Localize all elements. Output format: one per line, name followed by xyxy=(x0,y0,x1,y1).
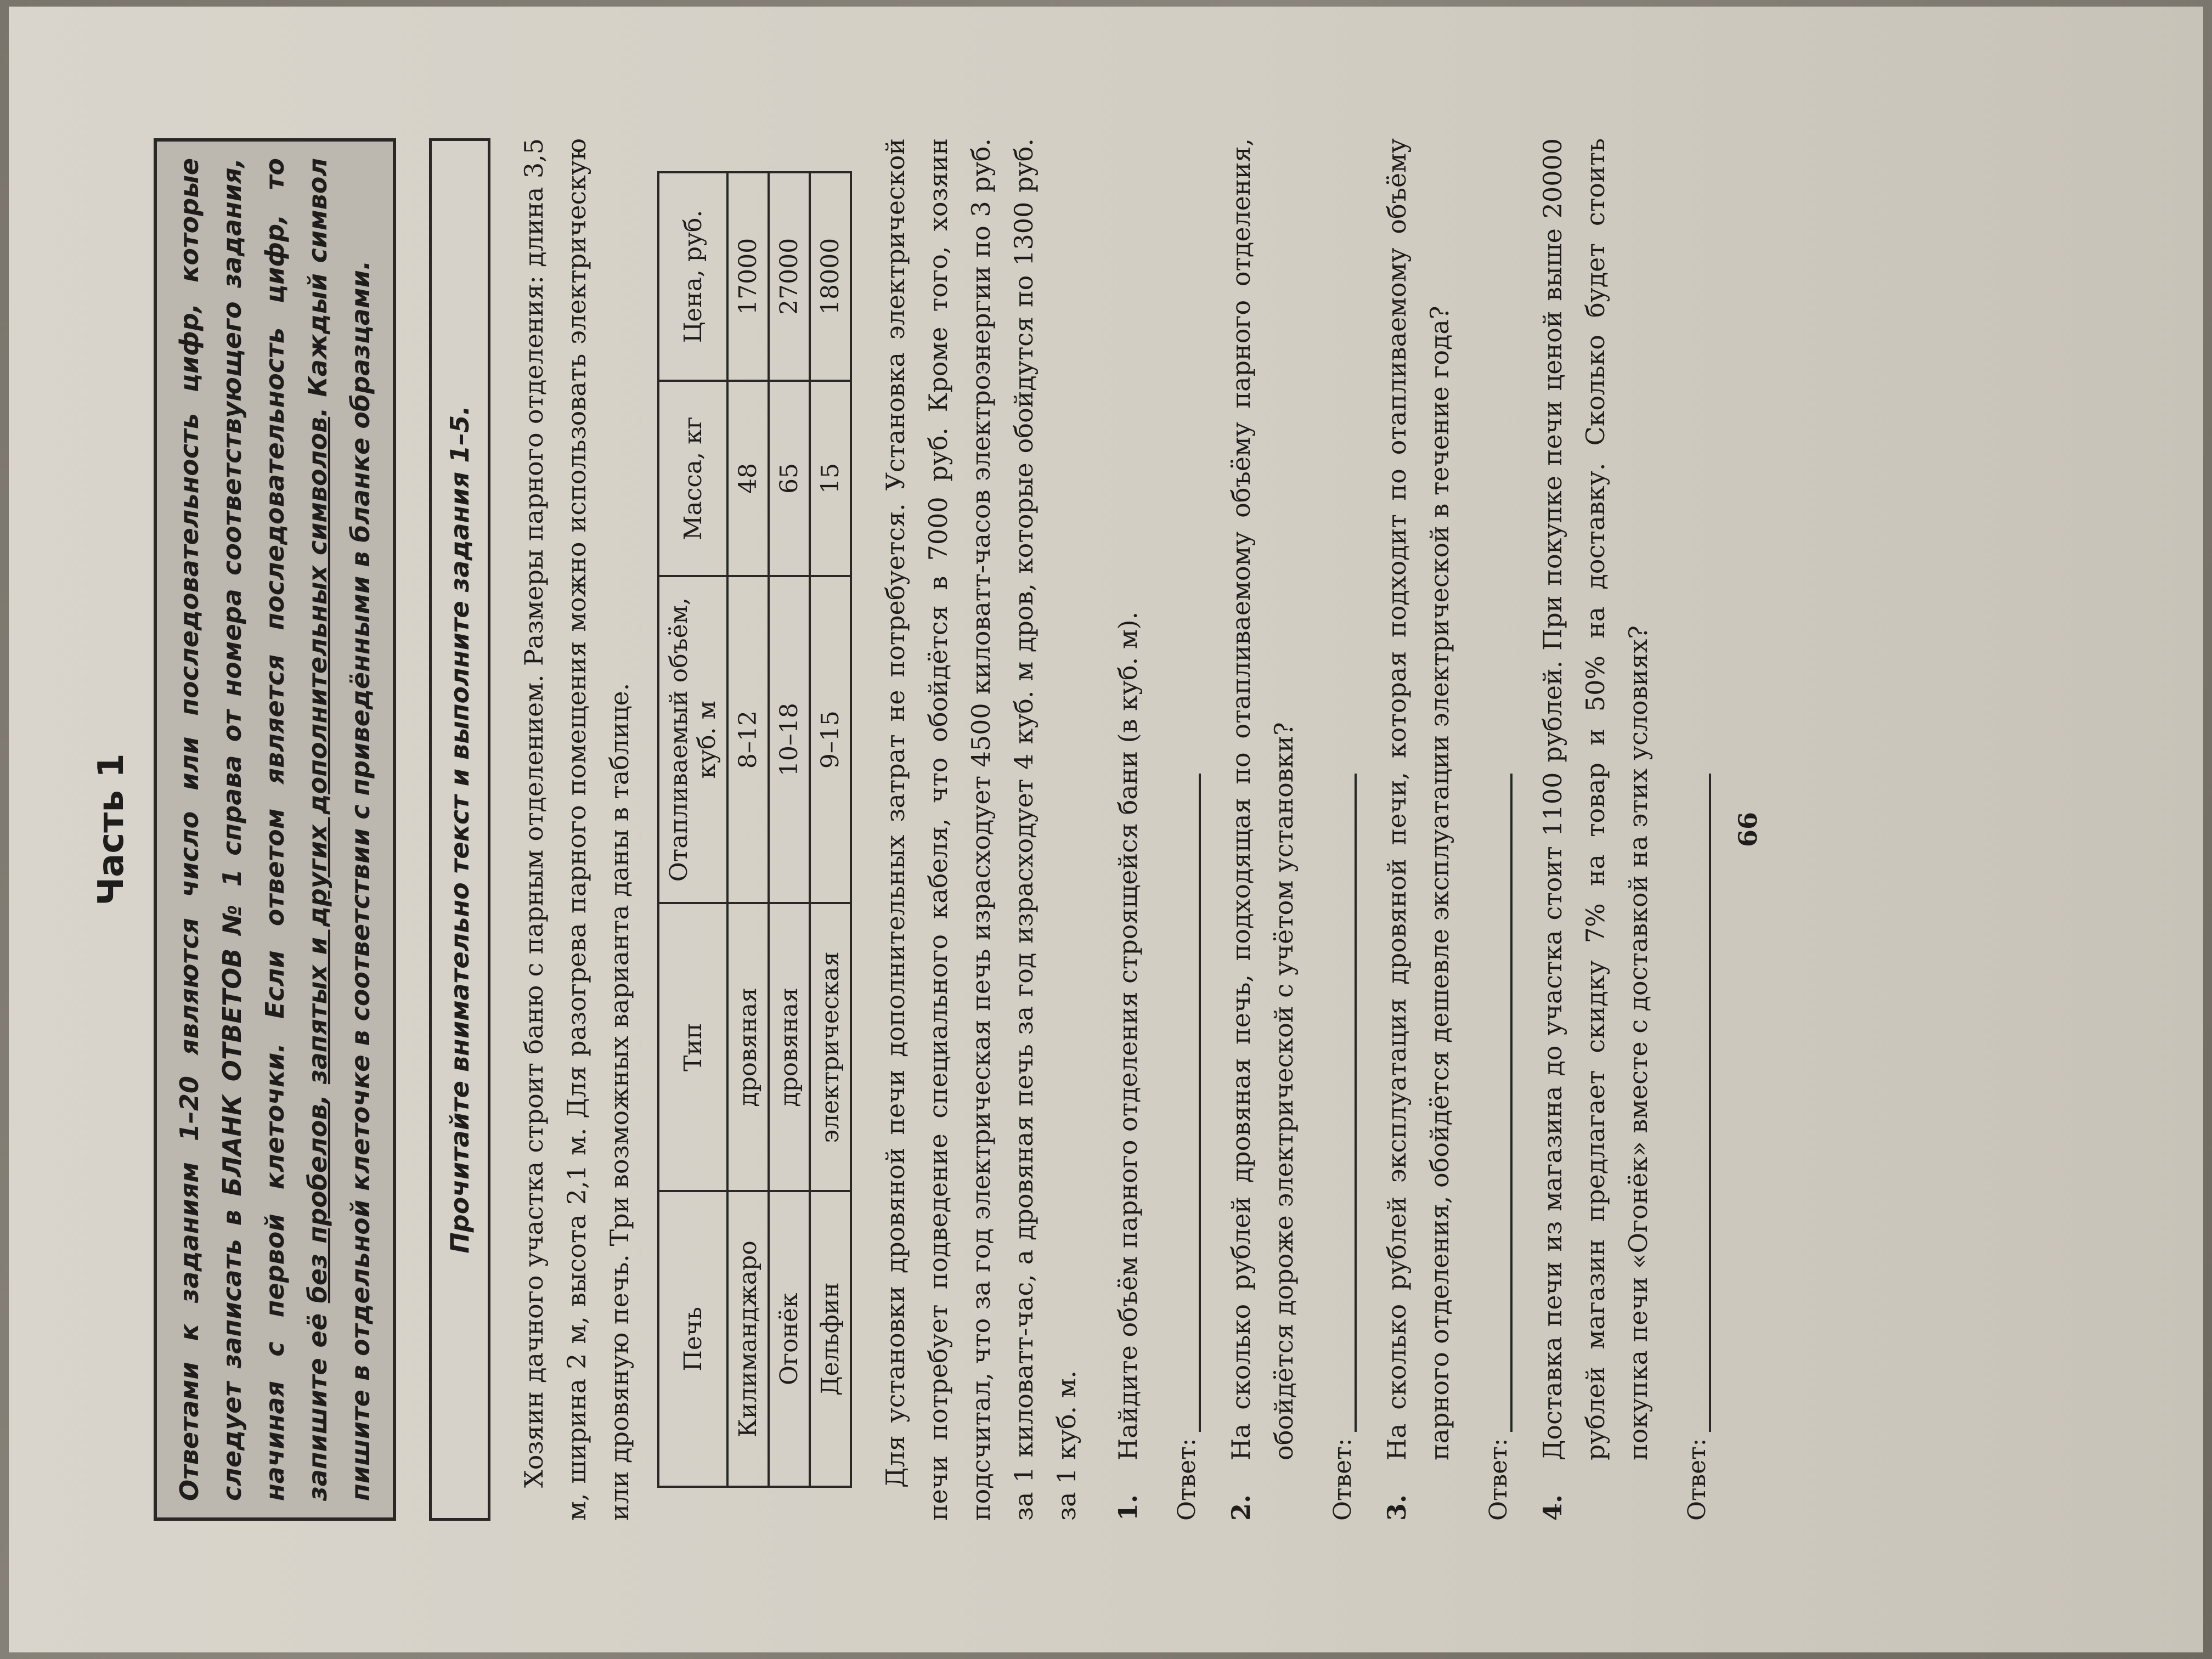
header-stove: Печь xyxy=(658,1191,727,1487)
stove-table xyxy=(657,171,852,1488)
cell-volume: 8–12 xyxy=(727,576,769,903)
cell-mass: 15 xyxy=(810,381,851,576)
table-row xyxy=(810,172,851,1487)
task-number: 2. xyxy=(1226,1494,1256,1521)
cell-type: электрическая xyxy=(810,903,851,1191)
answer-label: Ответ: xyxy=(1683,1438,1711,1521)
cell-volume: 9–15 xyxy=(810,576,851,903)
cell-stove: Дельфин xyxy=(810,1191,851,1487)
header-volume: Отапливаемый объём, куб. м xyxy=(658,576,727,903)
task-2 xyxy=(1220,138,1305,1521)
intro-paragraph: Хозяин дачного участка строит баню с парным отделением. Размеры парного отделения: длина 3,5 м, ширина 2 м, высота 2,1 м. Для разогрева парного помещения можно использовать электрическую или дровяную печь. Три возможных варианта даны в таблице. xyxy=(519,138,634,1521)
task-4 xyxy=(1531,138,1660,1521)
answer-line[interactable] xyxy=(1327,774,1357,1432)
cell-price: 18000 xyxy=(810,172,851,381)
table-header-row xyxy=(658,172,727,1487)
cell-price: 17000 xyxy=(727,172,769,381)
task-text: Найдите объём парного отделения строящейся бани (в куб. м). xyxy=(1113,611,1143,1460)
task-number: 3. xyxy=(1382,1494,1412,1521)
header-price: Цена, руб. xyxy=(658,172,727,381)
textbook-page xyxy=(9,7,2203,1652)
cell-mass: 65 xyxy=(769,381,810,576)
cell-stove: Огонёк xyxy=(769,1191,810,1487)
answer-row-1 xyxy=(1171,138,1201,1521)
answer-label: Ответ: xyxy=(1329,1438,1357,1521)
task-text: Доставка печи из магазина до участка стоит 1100 рублей. При покупке печи ценой выше 20000 рублей магазин предлагает скидку 7% на товар и 50% на доставку. Сколько будет стоить покупка печи «Огонёк» вместе с доставкой на этих условиях? xyxy=(1538,138,1653,1460)
table-row xyxy=(727,172,769,1487)
answer-line[interactable] xyxy=(1681,774,1711,1432)
header-mass: Масса, кг xyxy=(658,381,727,576)
read-instruction-box: Прочитайте внимательно текст и выполните задания 1–5. xyxy=(429,138,490,1521)
task-1 xyxy=(1107,138,1149,1521)
instructions-underlined-2: запятых и других дополнительных символов xyxy=(303,416,332,1085)
cell-volume: 10–18 xyxy=(769,576,810,903)
part-title: Часть 1 xyxy=(91,753,132,906)
instructions-text-2: , xyxy=(303,1084,332,1104)
detail-paragraph: Для установки дровяной печи дополнительных затрат не потребуется. Установка электрической печи потребует подведение специального кабеля, что обойдётся в 7000 руб. Кроме того, хозяин подсчитал, что за год электрическая печь израсходует 4500 киловатт-часов электроэнергии по 3 руб. за 1 киловатт-час, а дровяная печь за год израсходует 4 куб. м дров, которые обойдутся по 1300 руб. за 1 куб. м. xyxy=(881,138,1081,1521)
task-text: На сколько рублей дровяная печь, подходящая по отапливаемому объёму парного отделения, обойдётся дороже электрической с учётом установки? xyxy=(1226,138,1299,1460)
cell-mass: 48 xyxy=(727,381,769,576)
table-row xyxy=(769,172,810,1487)
instructions-underlined-1: без пробелов xyxy=(303,1104,332,1304)
instructions-text-3: . Каждый символ пишите в отдельной клеточке в соответствии с приведёнными в бланке образцами. xyxy=(303,157,375,1501)
header-type: Тип xyxy=(658,903,727,1191)
task-number: 4. xyxy=(1538,1494,1567,1521)
answer-line[interactable] xyxy=(1171,774,1201,1432)
answer-label: Ответ: xyxy=(1485,1438,1513,1521)
cell-type: дровяная xyxy=(769,903,810,1191)
task-text: На сколько рублей эксплуатация дровяной печи, которая подходит по отапливаемому объёму парного отделения, обойдётся дешевле эксплуатации электрической в течение года? xyxy=(1382,138,1454,1460)
answer-row-4 xyxy=(1681,138,1711,1521)
answer-label: Ответ: xyxy=(1173,1438,1201,1521)
cell-stove: Килиманджаро xyxy=(727,1191,769,1487)
page-number: 66 xyxy=(1733,812,1763,848)
answer-row-2 xyxy=(1327,138,1357,1521)
cell-price: 27000 xyxy=(769,172,810,381)
cell-type: дровяная xyxy=(727,903,769,1191)
answer-row-3 xyxy=(1483,138,1513,1521)
task-number: 1. xyxy=(1113,1494,1143,1521)
instructions-text-1: Ответами к заданиям 1–20 являются число или последовательность цифр, которые следует записать в БЛАНК ОТВЕТОВ № 1 справа от номера соответствующего задания, начиная с первой клеточки. Если ответом является последовательность цифр, то запишите её xyxy=(174,158,332,1501)
instructions-box xyxy=(154,138,396,1521)
task-3 xyxy=(1375,138,1461,1521)
answer-line[interactable] xyxy=(1483,774,1513,1432)
